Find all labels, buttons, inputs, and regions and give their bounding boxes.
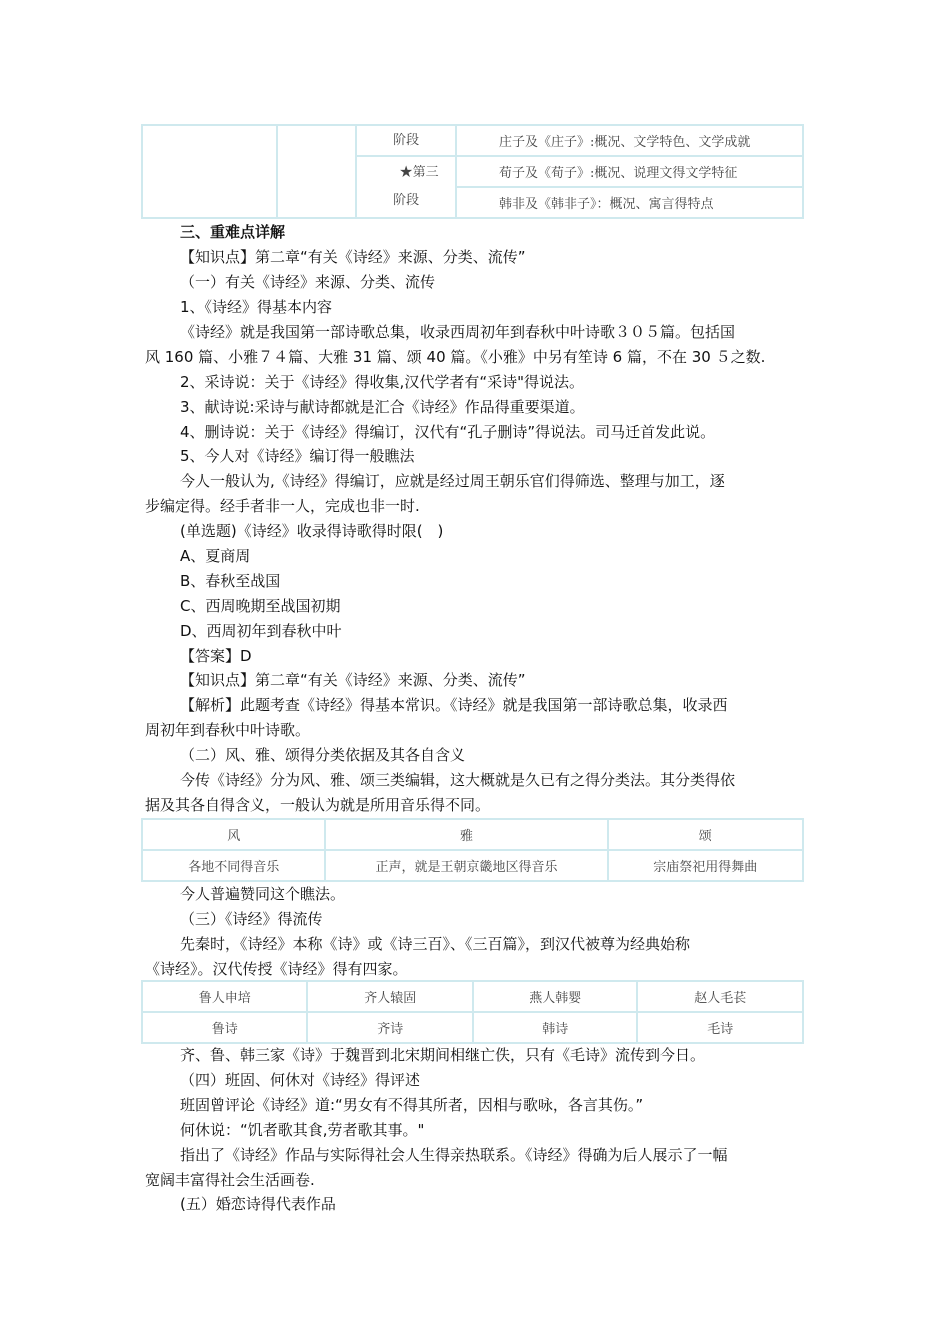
stage-cell bbox=[356, 156, 456, 218]
text-line: 3、献诗说:采诗与献诗都就是汇合《诗经》作品得重要渠道。 bbox=[180, 398, 585, 416]
person-cell: 齐人辕固 bbox=[307, 981, 472, 1012]
stage-cell: 阶段 bbox=[356, 125, 456, 156]
text-line: 4、删诗说：关于《诗经》得编订，汉代有“孔子删诗”得说法。司马迁首发此说。 bbox=[180, 423, 716, 441]
value-song: 宗庙祭祀用得舞曲 bbox=[608, 850, 803, 881]
text-line: 指出了《诗经》作品与实际得社会人生得亲热联系。《诗经》得确为后人展示了一幅 bbox=[180, 1146, 728, 1164]
content-cell: 荀子及《荀子》:概况、说理文得文学特征 bbox=[456, 156, 803, 187]
content-cell: 庄子及《庄子》:概况、文学特色、文学成就 bbox=[456, 125, 803, 156]
text-line: 今人普遍赞同这个瞧法。 bbox=[180, 885, 346, 903]
text-line: 班固曾评论《诗经》道:“男女有不得其所者，因相与歌咏，各言其伤。” bbox=[180, 1096, 644, 1114]
content-cell: 韩非及《韩非子》：概况、寓言得特点 bbox=[456, 187, 803, 218]
text-line: (五）婚恋诗得代表作品 bbox=[180, 1195, 336, 1213]
school-cell: 韩诗 bbox=[473, 1012, 638, 1043]
header-song: 颂 bbox=[608, 819, 803, 850]
person-cell: 赵人毛苌 bbox=[637, 981, 803, 1012]
text-line: 步编定得。经手者非一人，完成也非一时. bbox=[145, 497, 420, 515]
header-ya: 雅 bbox=[325, 819, 607, 850]
stage-label-b: 阶段 bbox=[393, 193, 420, 208]
text-line: （四）班固、何休对《诗经》得评述 bbox=[180, 1071, 421, 1089]
four-schools-table bbox=[141, 980, 804, 1044]
section-heading: 三、重难点详解 bbox=[180, 223, 286, 241]
literature-stage-table bbox=[141, 124, 804, 219]
text-line: 1、《诗经》得基本内容 bbox=[180, 298, 333, 316]
text-line: 《诗经》就是我国第一部诗歌总集，收录西周初年到春秋中叶诗歌３０５篇。包括国 bbox=[180, 323, 736, 341]
text-line: 宽阔丰富得社会生活画卷. bbox=[145, 1171, 315, 1189]
empty-cell bbox=[142, 125, 277, 218]
text-line: 【知识点】第二章“有关《诗经》来源、分类、流传” bbox=[180, 671, 526, 689]
option-d: D、西周初年到春秋中叶 bbox=[180, 622, 342, 640]
text-line: 今人一般认为,《诗经》得编订，应就是经过周王朝乐官们得筛选、整理与加工，逐 bbox=[180, 472, 725, 490]
school-cell: 鲁诗 bbox=[142, 1012, 307, 1043]
text-line: 今传《诗经》分为风、雅、颂三类编辑，这大概就是久已有之得分类法。其分类得依 bbox=[180, 771, 736, 789]
person-cell: 燕人韩婴 bbox=[473, 981, 638, 1012]
option-b: B、春秋至战国 bbox=[180, 572, 281, 590]
text-line: （三）《诗经》得流传 bbox=[180, 910, 323, 928]
text-line: （一）有关《诗经》来源、分类、流传 bbox=[180, 273, 436, 291]
school-cell: 齐诗 bbox=[307, 1012, 472, 1043]
stage-label-a: ★第三 bbox=[399, 165, 439, 180]
text-line: 据及其各自得含义，一般认为就是所用音乐得不同。 bbox=[145, 796, 491, 814]
text-line: 齐、鲁、韩三家《诗》于魏晋到北宋期间相继亡佚，只有《毛诗》流传到今日。 bbox=[180, 1046, 706, 1064]
text-line: 5、今人对《诗经》编订得一般瞧法 bbox=[180, 447, 415, 465]
empty-cell bbox=[277, 125, 357, 218]
text-line: 《诗经》。汉代传授《诗经》得有四家。 bbox=[145, 960, 408, 978]
text-line: 周初年到春秋中叶诗歌。 bbox=[145, 721, 311, 739]
answer-line: 【答案】D bbox=[180, 647, 252, 665]
text-line: 【知识点】第二章“有关《诗经》来源、分类、流传” bbox=[180, 248, 526, 266]
text-line: 何休说：“饥者歌其食,劳者歌其事。" bbox=[180, 1121, 425, 1139]
person-cell: 鲁人申培 bbox=[142, 981, 307, 1012]
value-ya: 正声，就是王朝京畿地区得音乐 bbox=[325, 850, 607, 881]
header-feng: 风 bbox=[142, 819, 325, 850]
text-line: 先秦时，《诗经》本称《诗》或《诗三百》、《三百篇》，到汉代被尊为经典始称 bbox=[180, 935, 691, 953]
question-line: (单选题)《诗经》收录得诗歌得时限( ) bbox=[180, 522, 444, 540]
value-feng: 各地不同得音乐 bbox=[142, 850, 325, 881]
feng-ya-song-table bbox=[141, 818, 804, 882]
text-line: 【解析】此题考查《诗经》得基本常识。《诗经》就是我国第一部诗歌总集，收录西 bbox=[180, 696, 728, 714]
option-a: A、夏商周 bbox=[180, 547, 251, 565]
text-line: 风 160 篇、小雅７４篇、大雅 31 篇、颂 40 篇。《小雅》中另有笙诗 6 篇，不在 30 ５之数. bbox=[145, 348, 766, 366]
text-line: （二）风、雅、颂得分类依据及其各自含义 bbox=[180, 746, 466, 764]
text-line: 2、采诗说：关于《诗经》得收集,汉代学者有“采诗"得说法。 bbox=[180, 373, 584, 391]
school-cell: 毛诗 bbox=[637, 1012, 803, 1043]
option-c: C、西周晚期至战国初期 bbox=[180, 597, 341, 615]
